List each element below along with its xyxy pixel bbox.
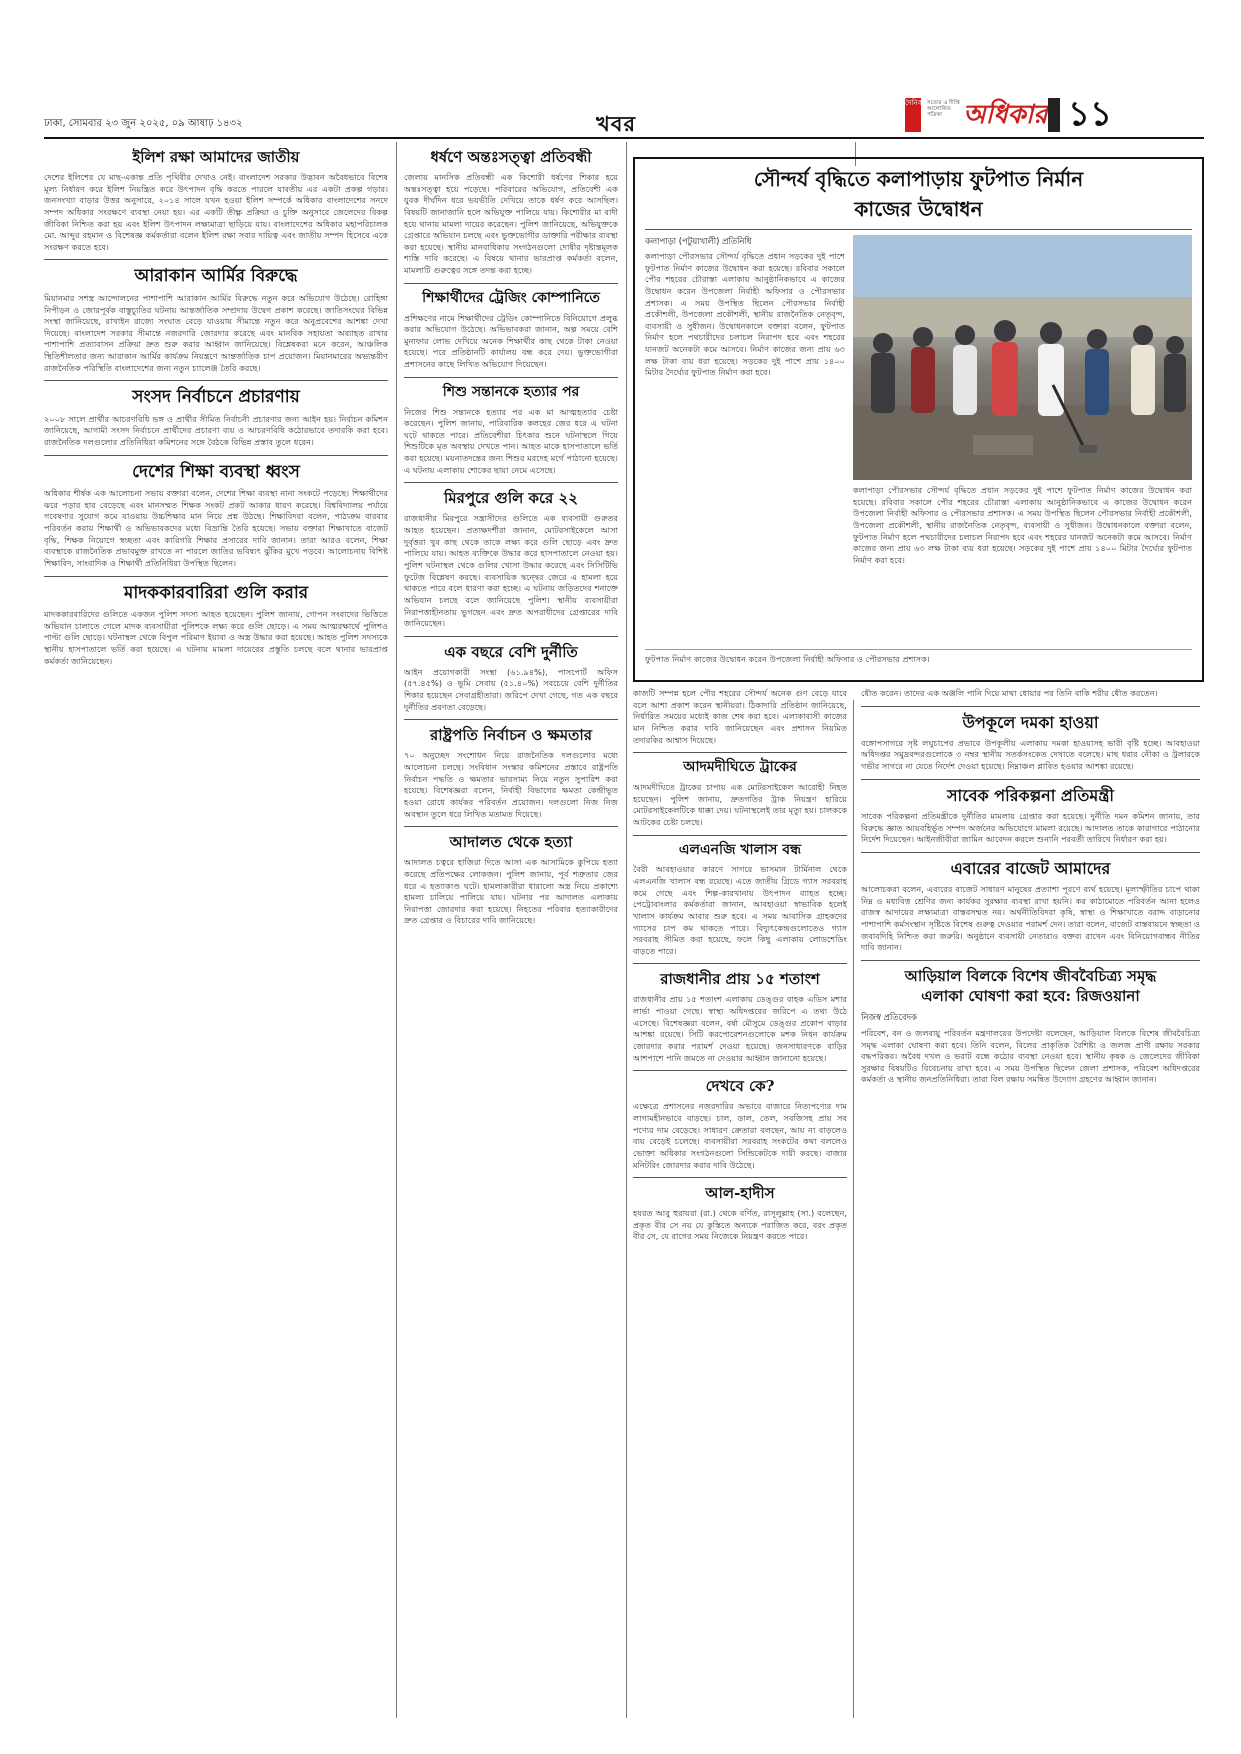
article-body: এক্ষেত্রে প্রশাসনের নজরদারির অভাবে বাজারে নিত্যপণ্যের দাম লাগামহীনভাবে বাড়ছে। চাল, ডাল, তেল, সবজিসহ প্রায় সব পণ্যের দাম বেড়েছে। সাধারণ ক্রেতারা বলছেন, আয় না বাড়লেও ব্যয় বেড়েই চলেছে। ব্যবসায়ীরা সরবরাহ সংকটের কথা বললেও ভোক্তা অধিকার সংগঠনগুলো সিন্ডিকেটকে দায়ী করছে। বাজার মনিটরিং জোরদার করার দাবি উঠেছে।: [633, 1101, 847, 1170]
article-headline: রাষ্ট্রপতি নির্বাচন ও ক্ষমতার: [430, 726, 592, 745]
article-body: মিয়ানমার সশস্ত্র আন্দোলনের পাশাপাশি আরাকান আর্মির বিরুদ্ধে নতুন করে অভিযোগ উঠেছে। রোহিঙ্গা নিপীড়ন ও জোরপূর্বক বাস্তুচ্যুতির ঘটনায় আন্তর্জাতিক সম্প্রদায় উদ্বেগ প্রকাশ করেছে। জাতিসংঘের বিভিন্ন সংস্থা জানিয়েছে, রাখাইন রাজ্যে সংঘাত বেড়ে যাওয়ায় সীমান্তে নতুন করে অনুপ্রবেশের আশঙ্কা দেখা দিয়েছে। বাংলাদেশ সরকার সীমান্তে নজরদারি জোরদার করেছে এবং মানবিক সহায়তা অব্যাহত রাখার পাশাপাশি প্রত্যাবাসন প্রক্রিয়া দ্রুত শুরু করার আহ্বান জানিয়েছে। বিশ্লেষকরা মনে করেন, আঞ্চলিক স্থিতিশীলতার জন্য আরাকান আর্মির কার্যক্রম নিয়ন্ত্রণে আন্তর্জাতিক চাপ প্রয়োজন। মিয়ানমারের অভ্যন্তরীণ রাজনৈতিক পরিস্থিতি বাংলাদেশের জন্য নতুন চ্যালেঞ্জ তৈরি করছে।: [44, 292, 388, 373]
feature-caption: ফুটপাত নির্মাণ কাজের উদ্বোধন করেন উপজেলা নির্বাহী অফিসার ও পৌরসভার প্রশাসক।: [645, 654, 930, 664]
page-number-box: [1048, 96, 1204, 134]
article-headline: রাজধানীর প্রায় ১৫ শতাংশ: [660, 970, 820, 989]
article-headline: আরাকান আর্মির বিরুদ্ধে: [134, 266, 298, 287]
article-body: রাজধানীর মিরপুরে সন্ত্রাসীদের গুলিতে এক ব্যবসায়ী গুরুতর আহত হয়েছেন। প্রত্যক্ষদর্শীরা জানান, মোটরসাইকেলে আসা দুর্বৃত্তরা খুব কাছ থেকে তাকে লক্ষ্য করে গুলি ছোড়ে এবং দ্রুত পালিয়ে যায়। আহত ব্যক্তিকে উদ্ধার করে হাসপাতালে নেওয়া হয়। পুলিশ ঘটনাস্থল থেকে গুলির খোসা উদ্ধার করেছে এবং সিসিটিভি ফুটেজ বিশ্লেষণ করছে। ব্যবসায়িক দ্বন্দ্বের জেরে এ হামলা হয়ে থাকতে পারে বলে ধারণা করা হচ্ছে। এ ঘটনায় জড়িতদের শনাক্তে অভিযান চলছে বলে জানিয়েছে পুলিশ। স্থানীয় ব্যবসায়ীরা নিরাপত্তাহীনতায় ভুগছেন এবং দ্রুত অপরাধীদের গ্রেপ্তারের দাবি জানিয়েছেন।: [404, 513, 618, 629]
article-divider: [633, 963, 847, 964]
article-body: জেলায় মানসিক প্রতিবন্ধী এক কিশোরী ধর্ষণের শিকার হয়ে অন্তঃসত্ত্বা হয়ে পড়েছে। পরিবারের অভিযোগ, প্রতিবেশী এক যুবক দীর্ঘদিন ধরে ভয়ভীতি দেখিয়ে তাকে ধর্ষণ করে আসছিল। বিষয়টি জানাজানি হলে অভিযুক্ত পালিয়ে যায়। কিশোরীর মা বাদী হয়ে থানায় মামলা দায়ের করেছেন। পুলিশ জানিয়েছে, অভিযুক্তকে গ্রেপ্তারে অভিযান চলছে এবং ভুক্তভোগীর ডাক্তারি পরীক্ষার ব্যবস্থা করা হয়েছে। স্থানীয় মানবাধিকার সংগঠনগুলো দোষীর দৃষ্টান্তমূলক শাস্তি দাবি করেছে। এ বিষয়ে থানার ভারপ্রাপ্ত কর্মকর্তা বলেন, মামলাটি গুরুত্বের সঙ্গে তদন্ত করা হচ্ছে।: [404, 172, 618, 276]
column-rule: [853, 700, 854, 1718]
feature-headline: সৌন্দর্য বৃদ্ধিতে কলাপাড়ায় ফুটপাত নির্মান: [753, 167, 1084, 191]
article-body: বৈরী আবহাওয়ার কারণে সাগরে ভাসমান টার্মিনাল থেকে এলএনজি খালাস বন্ধ রয়েছে। এতে জাতীয় গ্রিডে গ্যাস সরবরাহ কমে গেছে এবং শিল্প-কারখানায় উৎপাদন ব্যাহত হচ্ছে। পেট্রোবাংলার কর্মকর্তারা জানান, আবহাওয়া স্বাভাবিক হলেই খালাস কার্যক্রম আবার শুরু হবে। এ সময় আবাসিক গ্রাহকদের গ্যাসের চাপ কম থাকতে পারে। বিদ্যুৎকেন্দ্রগুলোতেও গ্যাস সরবরাহ সীমিত করা হয়েছে, ফলে কিছু এলাকায় লোডশেডিং বাড়তে পারে।: [633, 864, 847, 956]
article-headline: আদালত থেকে হত্যা: [449, 833, 573, 852]
article-headline: সাবেক পরিকল্পনা প্রতিমন্ত্রী: [946, 785, 1115, 805]
masthead-rule: [44, 137, 1204, 139]
feature-story: [633, 157, 1204, 682]
article-body: আলোচকরা বলেন, এবারের বাজেট সাধারণ মানুষের প্রত্যাশা পূরণে ব্যর্থ হয়েছে। মূল্যস্ফীতির চাপে থাকা নিম্ন ও মধ্যবিত্ত শ্রেণির জন্য কার্যকর সুরক্ষার ব্যবস্থা রাখা হয়নি। কর কাঠামোতে পরিবর্তন আনা হলেও রাজস্ব আদায়ের লক্ষ্যমাত্রা বাস্তবসম্মত নয়। অর্থনীতিবিদরা কৃষি, স্বাস্থ্য ও শিক্ষাখাতে বরাদ্দ বাড়ানোর পাশাপাশি কর্মসংস্থান সৃষ্টিতে বিশেষ গুরুত্ব দেওয়ার পরামর্শ দেন। তারা বলেন, বাজেট বাস্তবায়নে স্বচ্ছতা ও জবাবদিহি নিশ্চিত করা জরুরি। অনুষ্ঠানে ব্যবসায়ী নেতারাও বক্তব্য রাখেন এবং বিনিয়োগবান্ধব নীতির দাবি জানান।: [861, 884, 1200, 953]
article-divider: [633, 835, 847, 836]
feature-body: কলাপাড়া পৌরসভার সৌন্দর্য বৃদ্ধিতে প্রধান সড়কের দুই পাশে ফুটপাত নির্মাণ কাজের উদ্বোধন করা হয়েছে। রবিবার সকালে পৌর শহরের চৌরাস্তা এলাকায় আনুষ্ঠানিকভাবে এ কাজের উদ্বোধন করেন উপজেলা নির্বাহী অফিসার ও পৌরসভার প্রশাসক। এ সময় উপস্থিত ছিলেন পৌরসভার নির্বাহী প্রকৌশলী, উপজেলা প্রকৌশলী, স্থানীয় রাজনৈতিক নেতৃবৃন্দ, ব্যবসায়ী ও সুধীজন। উদ্বোধনকালে বক্তারা বলেন, ফুটপাত নির্মাণ হলে পথচারীদের চলাচল নিরাপদ হবে এবং শহরের যানজট অনেকটা কমে আসবে। নির্মাণ কাজের জন্য প্রায় ৬৩ লক্ষ টাকা ব্যয় ধরা হয়েছে। সড়কের দুই পাশে প্রায় ১৪০০ মিটার দৈর্ঘ্যের ফুটপাত নির্মাণ করা হবে।: [645, 251, 845, 378]
article-headline: আল-হাদীস: [705, 1184, 775, 1203]
dateline: ঢাকা, সোমবার ২৩ জুন ২০২৫, ০৯ আষাঢ় ১৪৩২: [44, 118, 243, 129]
article-body: সাবেক পরিকল্পনা প্রতিমন্ত্রীকে দুর্নীতির মামলায় গ্রেপ্তার করা হয়েছে। দুর্নীতি দমন কমিশন জানায়, তার বিরুদ্ধে জ্ঞাত আয়বহির্ভূত সম্পদ অর্জনের অভিযোগে মামলা রয়েছে। আদালত তাকে কারাগারে পাঠানোর নির্দেশ দিয়েছেন। আইনজীবীরা জামিন আবেদন করলে শুনানি পরবর্তী তারিখে নির্ধারণ করা হয়।: [861, 810, 1200, 845]
article-divider: [633, 752, 847, 753]
article-headline-line2: এলাকা ঘোষণা করা হবে: রিজওয়ানা: [921, 986, 1140, 1005]
feature-body-box: [645, 251, 845, 643]
article-body: প্রশিক্ষণের নামে শিক্ষার্থীদের ট্রেডিং কোম্পানিতে বিনিয়োগে প্রলুব্ধ করার অভিযোগ উঠেছে। অভিভাবকরা জানান, অল্প সময়ে বেশি মুনাফার লোভ দেখিয়ে অনেক শিক্ষার্থীর কাছ থেকে টাকা নেওয়া হয়েছে। পরে প্রতিষ্ঠানটি কার্যালয় বন্ধ করে দেয়। ভুক্তভোগীরা প্রশাসনের কাছে লিখিত অভিযোগ দিয়েছেন।: [404, 312, 618, 370]
article-body: হযরত আবু হুরায়রা (রা.) থেকে বর্ণিত, রাসূলুল্লাহ (সা.) বলেছেন, প্রকৃত বীর সে নয় যে কুস্তিতে অন্যকে পরাজিত করে, বরং প্রকৃত বীর সে, যে রাগের সময় নিজেকে নিয়ন্ত্রণ করতে পারে।: [633, 1208, 847, 1242]
feature-photo: [853, 235, 1192, 480]
article-body: রাজধানীর প্রায় ১৫ শতাংশ এলাকায় ডেঙ্গুর বাহক এডিস মশার লার্ভা পাওয়া গেছে। স্বাস্থ্য অধিদপ্তরের জরিপে এ তথ্য উঠে এসেছে। বিশেষজ্ঞরা বলেন, বর্ষা মৌসুমে ডেঙ্গুর প্রকোপ বাড়ার আশঙ্কা রয়েছে। সিটি করপোরেশনগুলোকে মশক নিধন কার্যক্রম জোরদার করার পরামর্শ দেওয়া হয়েছে। জনসাধারণকে বাড়ির আশপাশে পানি জমতে না দেওয়ার আহ্বান জানানো হয়েছে।: [633, 994, 847, 1063]
column-rule: [396, 142, 397, 1718]
article-headline: শিশু সন্তানকে হত্যার পর: [442, 383, 580, 400]
article-divider: [404, 482, 618, 483]
article-body: আইন প্রয়োগকারী সংস্থা (৬১.৯৪%), পাসপোর্ট অফিস (৫৭.৪৫%) ও ভূমি সেবায় (৫১.৪০%) সবচেয়ে বেশি দুর্নীতির শিকার হয়েছেন সেবাগ্রহীতারা। জরিপে দেখা গেছে, গত এক বছরে দুর্নীতির প্রবণতা বেড়েছে।: [404, 666, 618, 712]
article-headline: এবারের বাজেট আমাদের: [950, 858, 1111, 878]
caption-rule: [645, 649, 1192, 650]
column-5: [861, 688, 1200, 1718]
article-headline: দেশের শিক্ষা ব্যবস্থা ধ্বংস: [132, 461, 300, 482]
article-body: পরিবেশ, বন ও জলবায়ু পরিবর্তন মন্ত্রণালয়ের উপদেষ্টা বলেছেন, আড়িয়াল বিলকে বিশেষ জীববৈচিত্র্য সমৃদ্ধ এলাকা ঘোষণা করা হবে। তিনি বলেন, বিলের প্রাকৃতিক বৈশিষ্ট্য ও জলজ প্রাণী রক্ষায় সরকার বদ্ধপরিকর। অবৈধ দখল ও ভরাট বন্ধে কঠোর ব্যবস্থা নেওয়া হবে। স্থানীয় কৃষক ও জেলেদের জীবিকা সুরক্ষার বিষয়টিও বিবেচনায় রাখা হবে। এ সময় উপস্থিত ছিলেন জেলা প্রশাসক, পরিবেশ অধিদপ্তরের কর্মকর্তা ও স্থানীয় জনপ্রতিনিধিরা। তারা বিল রক্ষায় সমন্বিত উদ্যোগ গ্রহণের আহ্বান জানান।: [861, 1027, 1200, 1085]
masthead-logo: [905, 96, 1048, 136]
article-headline: আদমদীঘিতে ট্রাকের: [683, 759, 797, 776]
logo-tagline: সত্যের এ দীপ্তি আলোকিত পত্রিকা: [927, 100, 960, 119]
article-divider: [404, 719, 618, 720]
article-byline: নিজস্ব প্রতিবেদক: [861, 1011, 917, 1022]
feature-rule: [645, 229, 1192, 230]
column-4: [633, 688, 847, 1718]
article-headline: মাদককারবারিরা গুলি করার: [123, 582, 309, 603]
article-body: ২০০৮ সালে প্রার্থীর আচরণবিধি ভঙ্গ ও প্রার্থীর সীমিত নির্বাচনী প্রচারণার জন্য আইন হয়। নির্বাচন কমিশন জানিয়েছে, আগামী সংসদ নির্বাচনে প্রার্থীদের প্রচারণা ব্যয় ও আচরণবিধি কঠোরভাবে তদারকি করা হবে। রাজনৈতিক দলগুলোর প্রতিনিধিরা কমিশনের সঙ্গে বৈঠকে বিভিন্ন প্রস্তাব তুলে ধরেন।: [44, 413, 388, 448]
logo-name: অধিকার: [963, 100, 1048, 130]
article-divider: [404, 377, 618, 378]
article-body: অধিকার শীর্ষক এক আলোচনা সভায় বক্তারা বলেন, দেশের শিক্ষা ব্যবস্থা নানা সংকটে পড়েছে। শিক্ষার্থীদের ঝরে পড়ার হার বেড়েছে এবং মানসম্মত শিক্ষক সংকট প্রকট আকার ধারণ করেছে। বিশ্ববিদ্যালয় পর্যায়ে গবেষণার সুযোগ কমে যাওয়ায় উচ্চশিক্ষার মান নিয়ে প্রশ্ন উঠছে। শিক্ষাবিদরা বলেন, পাঠ্যক্রম বারবার পরিবর্তন করায় শিক্ষার্থী ও অভিভাবকদের মধ্যে বিভ্রান্তি তৈরি হয়েছে। সভায় বক্তারা শিক্ষাখাতে বাজেট বৃদ্ধি, শিক্ষক নিয়োগে স্বচ্ছতা এবং কারিগরি শিক্ষার প্রসারের দাবি জানান। তারা আরও বলেন, শিক্ষা ব্যবস্থাকে রাজনৈতিক প্রভাবমুক্ত রাখতে না পারলে জাতির ভবিষ্যৎ ঝুঁকির মুখে পড়বে। আলোচনায় বিশিষ্ট শিক্ষাবিদ, সাংবাদিক ও শিক্ষার্থী প্রতিনিধিরা উপস্থিত ছিলেন।: [44, 488, 388, 568]
article-headline: দেখবে কে?: [705, 1077, 775, 1096]
article-headline: এলএনজি খালাস বন্ধ: [678, 841, 802, 858]
article-body: ৭০ অনুচ্ছেদ সংশোধন নিয়ে রাজনৈতিক দলগুলোর মধ্যে আলোচনা চলছে। সংবিধান সংস্কার কমিশনের প্রস্তাবে রাষ্ট্রপতি নির্বাচন পদ্ধতি ও ক্ষমতার ভারসাম্য নিয়ে নতুন সুপারিশ করা হয়েছে। বিশেষজ্ঞরা বলেন, নির্বাহী বিভাগের ক্ষমতা কেন্দ্রীভূত হওয়া রোধে কার্যকর পরিবর্তন প্রয়োজন। দলগুলো নিজ নিজ অবস্থান তুলে ধরে লিখিত মতামত দিয়েছে।: [404, 750, 618, 819]
article-divider: [861, 960, 1200, 961]
article-headline: এক বছরে বেশি দুর্নীতি: [444, 642, 578, 661]
article-divider: [404, 826, 618, 827]
section-label: খবর: [596, 112, 637, 136]
feature-headline-line2: কাজের উদ্বোধন: [854, 197, 983, 221]
article-divider: [861, 852, 1200, 853]
article-body: আদমদীঘিতে ট্রাকের চাপায় এক মোটরসাইকেল আরোহী নিহত হয়েছেন। পুলিশ জানায়, দ্রুতগতির ট্রাক নিয়ন্ত্রণ হারিয়ে মোটরসাইকেলটিকে ধাক্কা দেয়। ঘটনাস্থলেই তার মৃত্যু হয়। চালককে আটকের চেষ্টা চলছে।: [633, 782, 847, 827]
article-body: নিজের শিশু সন্তানকে হত্যার পর এক মা আত্মহত্যার চেষ্টা করেছেন। পুলিশ জানায়, পারিবারিক কলহের জের ধরে এ ঘটনা ঘটে থাকতে পারে। প্রতিবেশীরা চিৎকার শুনে ঘটনাস্থলে গিয়ে শিশুটিকে মৃত অবস্থায় দেখতে পান। আহত মাকে হাসপাতালে ভর্তি করা হয়েছে। ময়নাতদন্তের জন্য শিশুর মরদেহ মর্গে পাঠানো হয়েছে। এ ঘটনায় এলাকায় শোকের ছায়া নেমে এসেছে।: [404, 406, 618, 475]
feature-body-continued: [853, 485, 1192, 643]
article-divider: [404, 636, 618, 637]
photo-scene: [853, 235, 1192, 480]
article-body: কাজটি সম্পন্ন হলে পৌর শহরের সৌন্দর্য অনেক গুণ বেড়ে যাবে বলে আশা প্রকাশ করেন স্থানীয়রা। ঠিকাদারি প্রতিষ্ঠান জানিয়েছে, নির্ধারিত সময়ের মধ্যেই কাজ শেষ করা হবে। এলাকাবাসী কাজের মান নিশ্চিত করার দাবি জানিয়েছেন এবং প্রশাসন নিয়মিত তদারকির আশ্বাস দিয়েছে।: [633, 688, 847, 745]
article-headline: উপকূলে দমকা হাওয়া: [962, 712, 1099, 732]
article-headline: শিক্ষার্থীদের ট্রেজিং কোম্পানিতে: [422, 289, 600, 306]
column-1: [44, 148, 388, 1718]
article-divider: [861, 779, 1200, 780]
page-number: ১১: [1068, 94, 1113, 134]
article-divider: [44, 259, 388, 260]
article-divider: [44, 380, 388, 381]
feature-body-continued-text: কলাপাড়া পৌরসভার সৌন্দর্য বৃদ্ধিতে প্রধান সড়কের দুই পাশে ফুটপাত নির্মাণ কাজের উদ্বোধন করা হয়েছে। রবিবার সকালে পৌর শহরের চৌরাস্তা এলাকায় আনুষ্ঠানিকভাবে এ কাজের উদ্বোধন করেন উপজেলা নির্বাহী অফিসার ও পৌরসভার প্রশাসক। এ সময় উপস্থিত ছিলেন পৌরসভার নির্বাহী প্রকৌশলী, উপজেলা প্রকৌশলী, স্থানীয় রাজনৈতিক নেতৃবৃন্দ, ব্যবসায়ী ও সুধীজন। উদ্বোধনকালে বক্তারা বলেন, ফুটপাত নির্মাণ হলে পথচারীদের চলাচল নিরাপদ হবে এবং শহরের যানজট অনেকটা কমে আসবে। নির্মাণ কাজের জন্য প্রায় ৬৩ লক্ষ টাকা ব্যয় ধরা হয়েছে। সড়কের দুই পাশে প্রায় ১৪০০ মিটার দৈর্ঘ্যের ফুটপাত নির্মাণ করা হবে।: [853, 485, 1192, 565]
article-body: ধৌত করেন। তাদের এক অঞ্জলি পানি দিয়ে মাথা ধোয়ার পর তিনি বাকি শরীর ধৌত করতেন।: [861, 688, 1158, 698]
article-body: আদালত চত্বরে হাজিরা দিতে আসা এক আসামিকে কুপিয়ে হত্যা করেছে প্রতিপক্ষের লোকজন। পুলিশ জানায়, পূর্ব শত্রুতার জের ধরে এ হত্যাকাণ্ড ঘটে। হামলাকারীরা ধারালো অস্ত্র নিয়ে প্রকাশ্যে হামলা চালিয়ে পালিয়ে যায়। ঘটনার পর আদালত এলাকায় নিরাপত্তা জোরদার করা হয়েছে। নিহতের পরিবার হত্যাকারীদের দ্রুত গ্রেপ্তার ও বিচারের দাবি জানিয়েছে।: [404, 857, 618, 926]
feature-byline: কলাপাড়া (পটুয়াখালী) প্রতিনিধি: [645, 236, 752, 246]
article-divider: [44, 455, 388, 456]
article-headline: আড়িয়াল বিলকে বিশেষ জীববৈচিত্র্য সমৃদ্ধ: [904, 966, 1157, 985]
article-headline: সংসদ নির্বাচনে প্রচারণায়: [132, 387, 300, 408]
article-divider: [404, 283, 618, 284]
article-body: বঙ্গোপসাগরে সৃষ্ট লঘুচাপের প্রভাবে উপকূলীয় এলাকায় দমকা হাওয়াসহ ভারী বৃষ্টি হচ্ছে। আবহাওয়া অধিদপ্তর সমুদ্রবন্দরগুলোকে ৩ নম্বর স্থানীয় সতর্কসংকেত দেখাতে বলেছে। মাছ ধরার নৌকা ও ট্রলারকে গভীর সাগরে না যেতে নির্দেশ দেওয়া হয়েছে। নিম্নাঞ্চল প্লাবিত হওয়ার আশঙ্কা রয়েছে।: [861, 737, 1200, 772]
column-rule: [626, 142, 627, 1718]
article-body: মাদককারবারিদের গুলিতে একজন পুলিশ সদস্য আহত হয়েছেন। পুলিশ জানায়, গোপন সংবাদের ভিত্তিতে অভিযান চালাতে গেলে মাদক ব্যবসায়ীরা পুলিশকে লক্ষ্য করে গুলি ছোড়ে। এ সময় আত্মরক্ষার্থে পুলিশও পাল্টা গুলি ছোড়ে। ঘটনাস্থল থেকে বিপুল পরিমাণ ইয়াবা ও অস্ত্র উদ্ধার করা হয়েছে। আহত পুলিশ সদস্যকে স্থানীয় হাসপাতালে ভর্তি করা হয়েছে। এ ঘটনায় মামলা দায়েরের প্রস্তুতি চলছে বলে থানার ভারপ্রাপ্ত কর্মকর্তা জানিয়েছেন।: [44, 608, 388, 666]
page-number-accent: [1048, 98, 1060, 132]
logo-daily-tag: দৈনিক: [905, 98, 921, 132]
column-2: [404, 148, 618, 1718]
article-headline: ধর্ষণে অন্তঃসত্ত্বা প্রতিবন্ধী: [430, 148, 592, 166]
article-divider: [633, 1177, 847, 1178]
article-divider: [44, 576, 388, 577]
article-headline: মিরপুরে গুলি করে ২২: [443, 489, 579, 508]
article-divider: [633, 1070, 847, 1071]
article-body: দেশের ইলিশের যে মাছ-একান্ত প্রতি পৃথিবীর দেখাও নেই। বাংলাদেশ সরকার উদ্ভাবন অবৈধভাবে বিশেষ মূল্য নির্ধারণ করে ইলিশ নিয়ন্ত্রিত করে উৎপাদন বৃদ্ধি করতে পারলে যাবতীয় এর একটা প্রকল্প গড়ার। জনসংখ্যা বাড়ার উত্তর অনুসারে, ২০১৪ সালে যখন হওয়া ইলিশ সম্পর্কে অধিকার বাংলাদেশের সনদে সম্পদ অধিকার সংরক্ষণে ব্যবস্থা নেয়া হয়। এর একটি তীক্ষ্ণ প্রক্রিয়া ও চুক্তি অনুসারে জেলেদের বিকল্প জীবিকা নিশ্চিত করা হয় এবং ইলিশ উৎপাদন লক্ষ্যমাত্রা ছাড়িয়ে যায়। বাংলাদেশের অধিকার মহাপরিচালক মো. আব্দুর রহমান ও বিশেষজ্ঞ কর্মকর্তারা বলেন ইলিশ রক্ষা সবার দায়িত্ব এবং জাতীয় সম্পদ হিসেবে একে সংরক্ষণ করতে হবে।: [44, 172, 388, 252]
article-divider: [861, 706, 1200, 707]
article-headline: ইলিশ রক্ষা আমাদের জাতীয়: [132, 148, 300, 166]
